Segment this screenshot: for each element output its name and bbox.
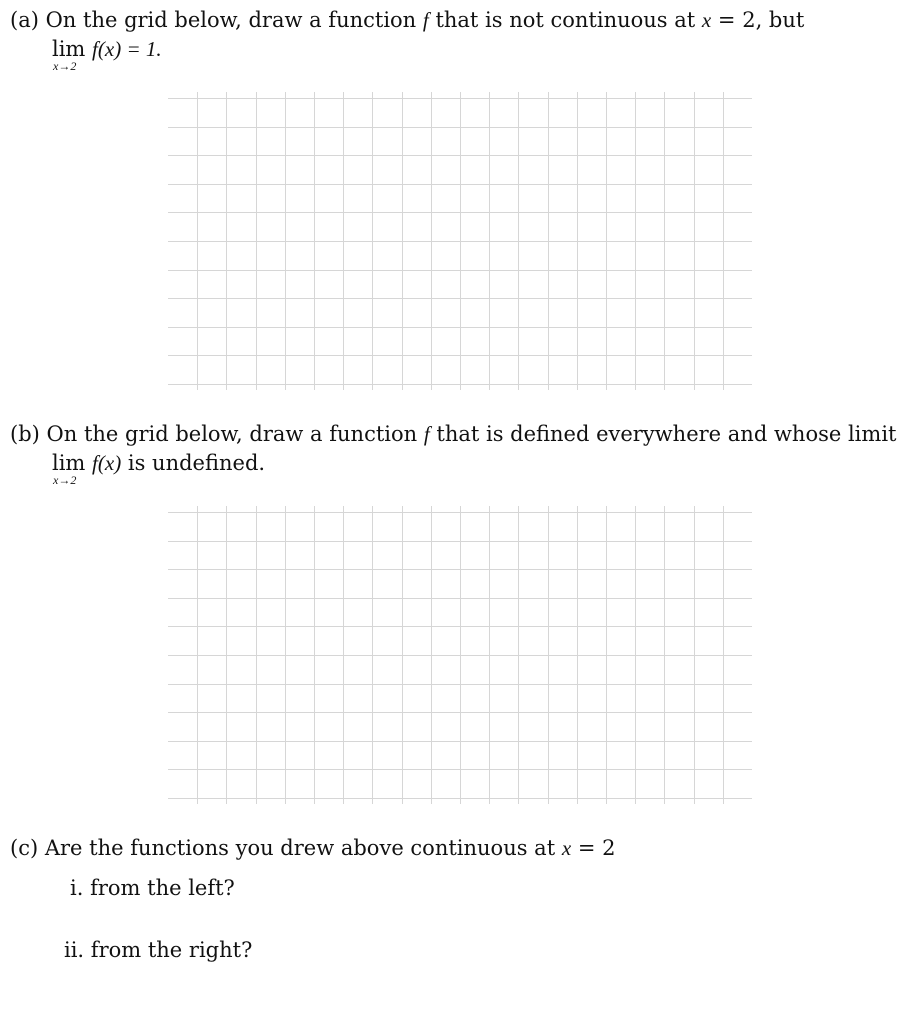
part-a-f-var: f — [422, 8, 429, 32]
part-b-prompt — [10, 424, 896, 445]
part-a-limit — [52, 39, 162, 60]
part-b-text-2: that is defined everywhere and whose limit — [436, 422, 897, 446]
grid-a[interactable] — [168, 92, 752, 390]
part-a-x-var: x — [701, 8, 712, 32]
part-b-text-1: On the grid below, draw a function — [46, 422, 418, 446]
part-c-sub-ii — [64, 940, 252, 961]
part-a-label: (a) — [10, 8, 39, 32]
part-c-prompt — [10, 838, 615, 859]
part-c-sub-i — [70, 878, 235, 899]
part-c-x-var: x — [561, 836, 572, 860]
part-b-lim-word: lim — [52, 451, 86, 475]
part-a-value: 2, but — [742, 8, 805, 32]
part-b-text-3: is undefined. — [127, 451, 266, 475]
part-a-lim-subscript: x→2 — [53, 59, 77, 73]
part-b-lim-expr: f(x) — [92, 451, 122, 475]
part-c-sub-i-text: from the left? — [90, 876, 235, 900]
part-b-limit — [52, 453, 265, 474]
part-c-label: (c) — [10, 836, 39, 860]
part-a-lim-expr: f(x) = 1. — [92, 37, 162, 61]
part-b-label: (b) — [10, 422, 40, 446]
part-c-sub-ii-text: from the right? — [90, 938, 253, 962]
part-c-equals: = 2 — [577, 836, 616, 860]
part-c-question: Are the functions you drew above continuous at — [44, 836, 556, 860]
part-b-f-var: f — [423, 422, 430, 446]
part-c-sub-i-label: i. — [70, 876, 84, 900]
part-a-lim-word: lim — [52, 37, 86, 61]
grid-b[interactable] — [168, 506, 752, 804]
part-a-equals: = — [717, 8, 736, 32]
part-a-prompt — [10, 10, 804, 31]
part-b-lim-subscript: x→2 — [53, 473, 77, 487]
part-c-sub-ii-label: ii. — [64, 938, 85, 962]
part-a-text-1: On the grid below, draw a function — [45, 8, 417, 32]
part-a-text-2: that is not continuous at — [435, 8, 696, 32]
